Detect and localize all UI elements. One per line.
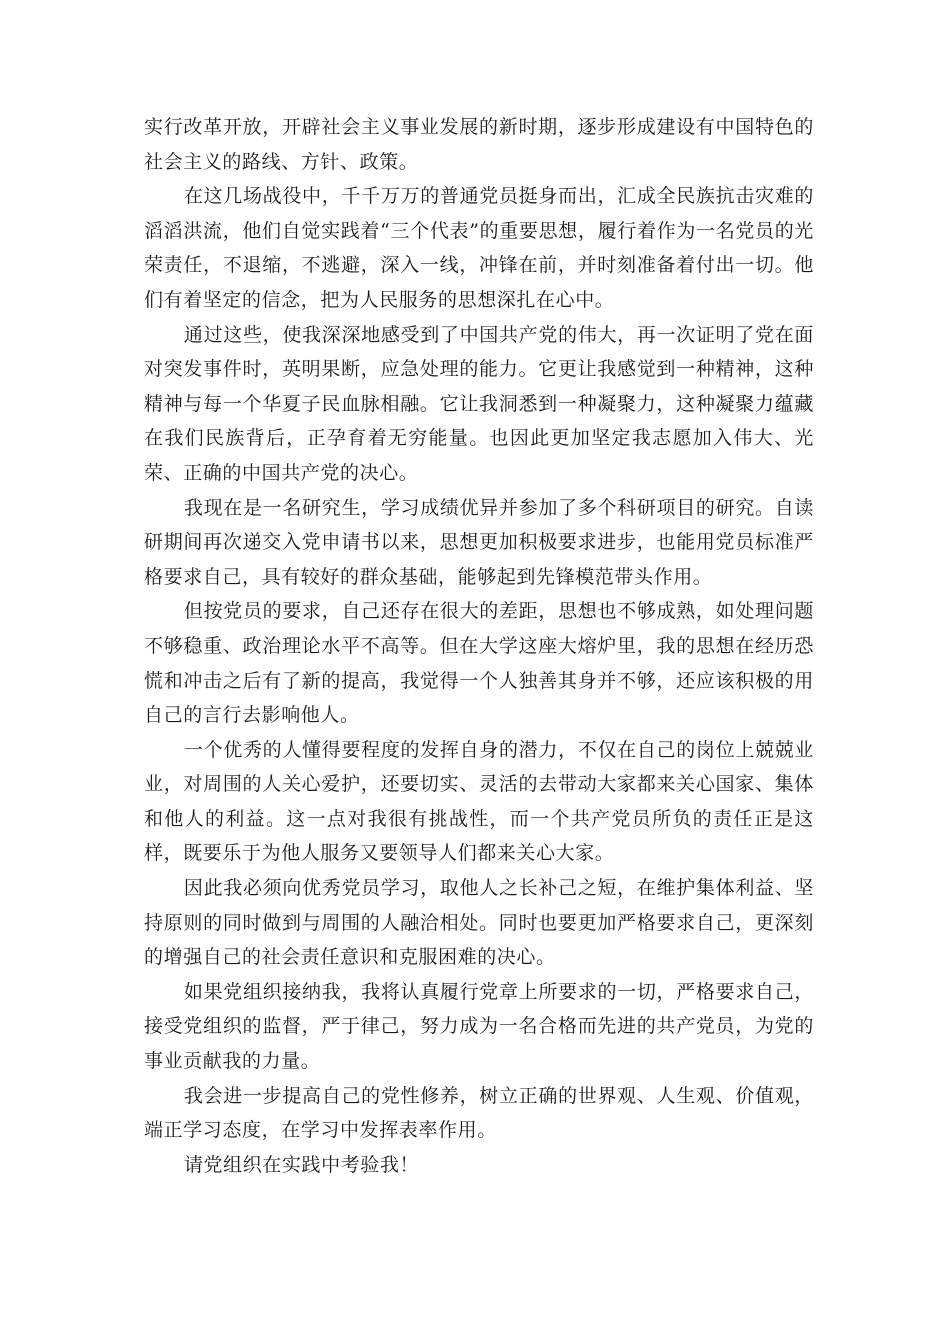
paragraph-2: 在这几场战役中，千千万万的普通党员挺身而出，汇成全民族抗击灾难的滔滔洪流，他们自觉实践着“三个代表”的重要思想，履行着作为一名党员的光荣责任，不退缩，不逃避，深入一线，冲锋在前，并时刻准备着付出一切。他们有着坚定的信念，把为人民服务的思想深扎在心中。 (144, 185, 814, 311)
paragraph-4: 我现在是一名研究生，学习成绩优异并参加了多个科研项目的研究。自读研期间再次递交入党申请书以来，思想更加积极要求进步，也能用党员标准严格要求自己，具有较好的群众基础，能够起到先锋模范带头作用。 (144, 496, 814, 588)
paragraph-6: 一个优秀的人懂得要程度的发挥自身的潜力，不仅在自己的岗位上兢兢业业，对周围的人关心爱护，还要切实、灵活的去带动大家都来关心国家、集体和他人的利益。这一点对我很有挑战性，而一个共产党员所负的责任正是这样，既要乐于为他人服务又要领导人们都来关心大家。 (144, 738, 814, 865)
paragraph-8: 如果党组织接纳我，我将认真履行党章上所要求的一切，严格要求自己，接受党组织的监督，严于律己，努力成为一名合格而先进的共产党员，为党的事业贡献我的力量。 (144, 980, 814, 1073)
paragraph-5: 但按党员的要求，自己还存在很大的差距，思想也不够成熟，如处理问题不够稳重、政治理论水平不高等。但在大学这座大熔炉里，我的思想在经历恐慌和冲击之后有了新的提高，我觉得一个人独善其身并不够，还应该积极的用自己的言行去影响他人。 (144, 600, 814, 727)
paragraph-7: 因此我必须向优秀党员学习，取他人之长补己之短，在维护集体利益、坚持原则的同时做到与周围的人融洽相处。同时也要更加严格要求自己，更深刻的增强自己的社会责任意识和克服困难的决心。 (144, 877, 814, 969)
paragraph-9: 我会进一步提高自己的党性修养，树立正确的世界观、人生观、价值观，端正学习态度，在学习中发挥表率作用。 (144, 1084, 814, 1142)
paragraph-1: 实行改革开放，开辟社会主义事业发展的新时期，逐步形成建设有中国特色的社会主义的路线、方针、政策。 (144, 116, 814, 173)
closing-line: 请党组织在实践中考验我！ (183, 1153, 420, 1176)
document-body (144, 110, 814, 1182)
paragraph-3: 通过这些，使我深深地感受到了中国共产党的伟大，再一次证明了党在面对突发事件时，英明果断，应急处理的能力。它更让我感觉到一种精神，这种精神与每一个华夏子民血脉相融。它让我洞悉到一种凝聚力，这种凝聚力蕴藏在我们民族背后，正孕育着无穷能量。也因此更加坚定我志愿加入伟大、光荣、正确的中国共产党的决心。 (144, 323, 814, 484)
